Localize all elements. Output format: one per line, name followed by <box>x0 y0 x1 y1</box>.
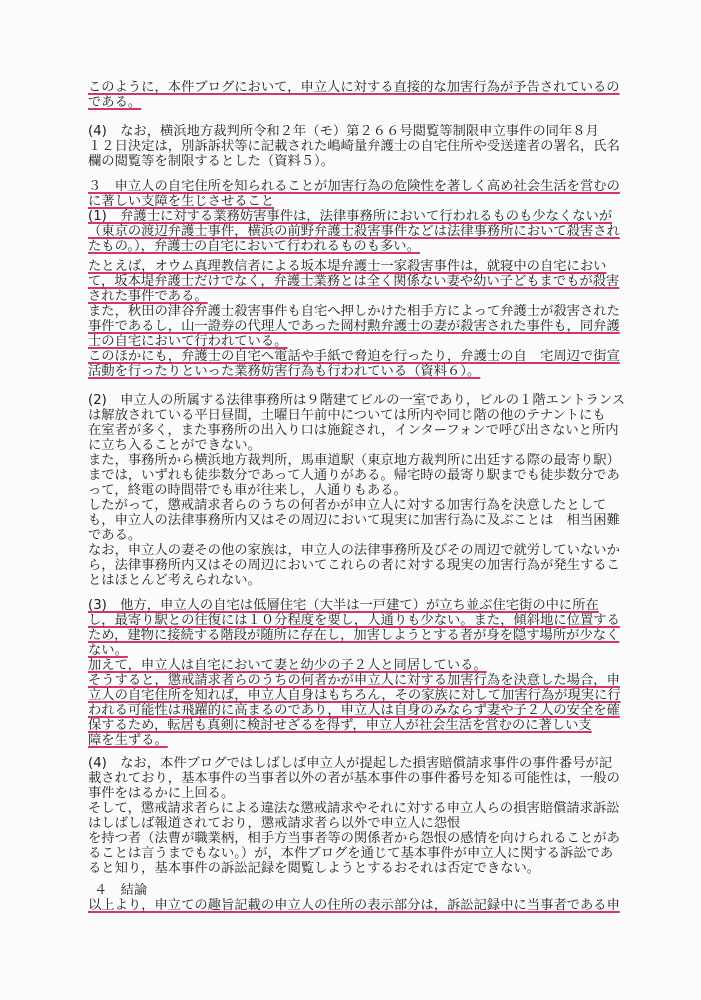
text-line: ない。 <box>88 643 128 658</box>
text-line: 欄の閲覧等を制限するとした（資料５）。 <box>88 154 334 169</box>
text-line: までは，いずれも徒歩数分であって人通りがある。帰宅時の最寄り駅までも徒歩数分であ <box>88 468 620 483</box>
text-line: われる可能性は飛躍的に高まるのであり，申立人は自身のみならず妻や子２人の安全を確 <box>88 703 620 718</box>
text-line: (4) なお，本件ブログではしばしば申立人が提起した損害賠償請求事件の事件番号が記 <box>88 756 613 771</box>
text-line: も，申立人の法律事務所内又はその周辺において現実に加害行為に及ぶことは 相当困難 <box>88 513 620 528</box>
text-line: そうすると，懲戒請求者らのうちの何者かが申立人に対する加害行為を決意した場合，申 <box>88 673 620 688</box>
text-line: （東京の渡辺弁護士事件，横浜の前野弁護士殺害事件などは法律事務所において殺害され <box>88 224 620 239</box>
text-line: 載されており，基本事件の当事者以外の者が基本事件の事件番号を知る可能性は，一般の <box>88 771 620 786</box>
text-line: はしばしば報道されており，懲戒請求者ら以外で申立人に怨恨 <box>88 816 461 831</box>
text-line: である。 <box>88 95 142 110</box>
text-line: 活動を行ったりといった業務妨害行為も行われている（資料６）。 <box>88 364 481 379</box>
text-line: 事件であるし，山一證券の代理人であった岡村勲弁護士の妻が殺害された事件も，同弁護 <box>88 319 620 334</box>
text-line: 障を生ずる。 <box>88 733 168 748</box>
text-line: そして，懲戒請求者らによる違法な懲戒請求やそれに対する申立人らの損害賠償請求訴訟 <box>88 801 620 816</box>
text-line: 以上より，申立ての趣旨記載の申立人の住所の表示部分は，訴訟記録中に当事者である申 <box>88 898 620 913</box>
paragraph-item-2 <box>88 393 658 588</box>
text-line: このように，本件ブログにおいて，申立人に対する直接的な加害行為が予告されているの <box>88 80 620 95</box>
text-line: である。 <box>88 528 142 543</box>
text-line: ら，法律事務所内又はその周辺においてこれらの者に対する現実の加害行為が発生するこ <box>88 558 620 573</box>
paragraph-examples <box>88 259 658 379</box>
text-line: 加えて，申立人は自宅において妻と幼少の子２人と同居している。 <box>88 658 487 673</box>
text-line: (3) 他方，申立人の自宅は低層住宅（大半は一戸建て）が立ち並ぶ住宅街の中に所在 <box>88 598 599 613</box>
text-line: された事件である。 <box>88 289 208 304</box>
text-line: て，坂本堤弁護士だけでなく，弁護士業務とは全く関係ない妻や幼い子どもまでもが殺害 <box>88 274 620 289</box>
text-line: たとえば，オウム真理教信者による坂本堤弁護士一家殺害事件は，就寝中の自宅におい <box>88 259 607 274</box>
text-line: このほかにも，弁護士の自宅へ電話や手紙で脅迫を行ったり，弁護士の自 宅周辺で街宣 <box>88 349 620 364</box>
text-line: とはほとんど考えられない。 <box>88 573 261 588</box>
section-conclusion <box>88 883 658 913</box>
paragraph-item-3 <box>88 598 658 748</box>
text-line: ため，建物に接続する階段が随所に存在し，加害しようとする者が身を隠す場所が少なく <box>88 628 620 643</box>
text-line: は解放されている平日昼間，土曜日午前中については所内や同じ階の他のテナントにも <box>88 408 606 423</box>
text-line: 立人の自宅住所を知れば，申立人自身はもちろん，その家族に対して加害行為が現実に行 <box>88 688 621 703</box>
text-line: ると知り，基本事件の訴訟記録を閲覧しようとするおそれは否定できない。 <box>88 861 541 876</box>
text-line: 保するため，転居も真剣に検討せざるを得ず，申立人が社会生活を営むのに著しい支 <box>88 718 592 733</box>
text-line: 事件をはるかに上回る。 <box>88 786 235 801</box>
text-line: (1) 弁護士に対する業務妨害事件は，法律事務所において行われるものも少なくないが <box>88 209 613 224</box>
paragraph-item-4-court-decision <box>88 124 658 169</box>
paragraph-conclusion-of-prior-section <box>88 80 658 110</box>
text-line: って，終電の時間帯でも車が往来し，人通りもある。 <box>88 483 407 498</box>
text-line: また，事務所から横浜地方裁判所，馬車道駅（東京地方裁判所に出廷する際の最寄り駅） <box>88 453 620 468</box>
text-line: (4) なお，横浜地方裁判所令和２年（モ）第２６６号閲覧等制限申立事件の同年８月 <box>88 124 599 139</box>
text-line: 士の自宅において行われている。 <box>88 334 288 349</box>
text-line: ることは言うまでもない。）が，本件ブログを通じて基本事件が申立人に関する訴訟であ <box>88 846 614 861</box>
section-heading-line: ４ 結論 <box>94 883 148 898</box>
text-line: たもの。），弁護士の自宅において行われるものも多い。 <box>88 239 420 254</box>
text-line: を持つ者（法曹が職業柄，相手方当事者等の関係者から怨恨の感情を向けられることがあ <box>88 831 620 846</box>
text-line: 在室者が多く，また事務所の出入り口は施錠され，インターフォンで呼び出さないと所内 <box>88 423 619 438</box>
text-line: また，秋田の津谷弁護士殺害事件も自宅へ押しかけた相手方によって弁護士が殺害された <box>88 304 620 319</box>
text-line: １２日決定は，別訴訴状等に記載された嶋崎量弁護士の自宅住所や受送達者の署名，氏名 <box>88 139 620 154</box>
paragraph-item-1 <box>88 209 658 254</box>
paragraph-item-4-case-number <box>88 756 658 876</box>
text-line: したがって，懲戒請求者らのうちの何者かが申立人に対する加害行為を決意したとして <box>88 498 607 513</box>
section-heading-line: に著しい支障を生じさせること <box>88 194 275 209</box>
section-heading-line: ３ 申立人の自宅住所を知られることが加害行為の危険性を著しく高め社会生活を営むの <box>88 179 620 194</box>
text-line: なお，申立人の妻その他の家族は，申立人の法律事務所及びその周辺で就労していないか <box>88 543 620 558</box>
section-heading-3 <box>88 179 658 209</box>
text-line: に立ち入ることができない。 <box>88 438 261 453</box>
text-line: (2) 申立人の所属する法律事務所は９階建てビルの一室であり，ビルの１階エントランス <box>88 393 626 408</box>
text-line: し，最寄り駅との往復には１０分程度を要し，人通りも少ない。また，傾斜地に位置する <box>88 613 620 628</box>
